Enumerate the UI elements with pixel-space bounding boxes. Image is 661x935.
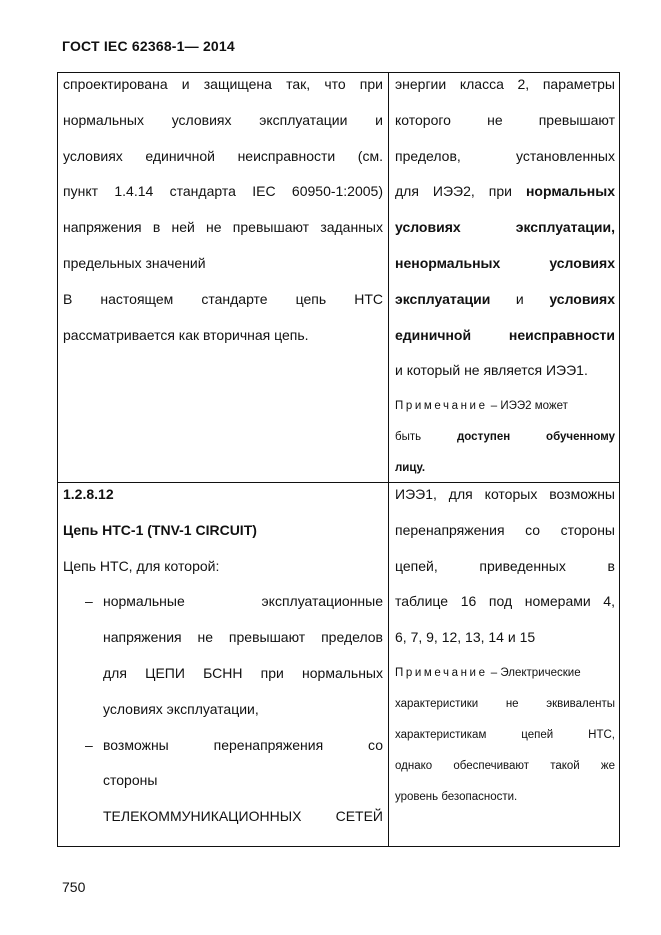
text-line: В настоящем стандарте цепь НТС xyxy=(63,290,383,307)
term-bold: условиях xyxy=(549,290,615,307)
text-line: 6, 7, 9, 12, 13, 14 и 15 xyxy=(395,629,536,646)
term-bold-line: единичной неисправности xyxy=(395,326,615,343)
text-line: цепей, приведенных в xyxy=(395,557,615,574)
text-line xyxy=(395,288,615,324)
document-header: ГОСТ IEC 62368-1— 2014 xyxy=(62,38,235,54)
page-number: 750 xyxy=(62,879,86,895)
note-line xyxy=(395,395,615,426)
text-line: возможны перенапряжения со xyxy=(103,736,383,753)
text-line: предельных значений xyxy=(63,254,206,271)
note-line xyxy=(395,662,615,693)
note-label: Примечание xyxy=(395,666,488,679)
term-bold-line: условиях эксплуатации, xyxy=(395,219,615,236)
text-line: нормальных условиях эксплуатации и xyxy=(63,111,383,128)
text-line: для ЦЕПИ БСНН при нормальных xyxy=(103,664,383,681)
text-run: для ИЭЭ2, при xyxy=(395,183,526,200)
text-line: пределов, установленных xyxy=(395,147,615,164)
clause-intro: Цепь НТС, для которой: xyxy=(63,557,220,574)
text-line: пункт 1.4.14 стандарта IEC 60950-1:2005) xyxy=(63,183,383,200)
note-line: уровень безопасности. xyxy=(395,790,518,803)
note-text: быть xyxy=(395,431,457,444)
column-divider xyxy=(388,73,389,846)
dash-bullet: – xyxy=(85,593,93,610)
dash-bullet: – xyxy=(85,736,93,753)
text-line xyxy=(395,180,615,216)
text-run: и xyxy=(490,290,550,307)
text-line: энергии класса 2, параметры xyxy=(395,76,615,92)
row1-right-cell xyxy=(395,73,615,488)
clause-number: 1.2.8.12 xyxy=(63,486,114,502)
text-line: ТЕЛЕКОММУНИКАЦИОННЫХ СЕТЕЙ xyxy=(103,808,383,825)
text-line: напряжения не превышают пределов xyxy=(103,629,383,646)
text-line: условиях эксплуатации, xyxy=(103,700,259,717)
text-line: рассматривается как вторичная цепь. xyxy=(63,326,309,343)
clause-title: Цепь НТС-1 (TNV-1 CIRCUIT) xyxy=(63,521,257,538)
standard-table xyxy=(57,72,620,847)
text-line: ИЭЭ1, для которых возможны xyxy=(395,486,615,502)
term-bold: нормальных xyxy=(525,183,615,200)
text-line: напряжения в ней не превышают заданных xyxy=(63,219,383,236)
text-line: таблице 16 под номерами 4, xyxy=(395,593,615,610)
term-bold: эксплуатации xyxy=(395,290,491,307)
note-label: Примечание xyxy=(395,400,488,413)
text-line: которого не превышают xyxy=(395,111,615,128)
note-line xyxy=(395,426,615,457)
list-item xyxy=(63,590,383,733)
text-line: спроектирована и защищена так, что при xyxy=(63,76,383,92)
text-line: и который не является ИЭЭ1. xyxy=(395,362,588,379)
term-bold-line: ненормальных условиях xyxy=(395,254,615,271)
list-item xyxy=(63,734,383,841)
row1-left-cell xyxy=(63,73,383,359)
term-bold: доступен обученному xyxy=(457,431,615,444)
note-line: лицу. xyxy=(395,462,426,475)
text-line: перенапряжения со стороны xyxy=(395,521,615,538)
note-line: характеристикам цепей НТС, xyxy=(395,728,615,741)
note-text: – ИЭЭ2 может xyxy=(487,400,568,413)
row2-right-cell xyxy=(395,483,615,817)
note-line: характеристики не эквиваленты xyxy=(395,697,615,710)
text-line: стороны xyxy=(103,772,158,789)
row2-left-cell xyxy=(63,483,383,841)
text-line: нормальные эксплуатационные xyxy=(103,593,383,610)
text-line: условиях единичной неисправности (см. xyxy=(63,147,383,164)
note-text: – Электрические xyxy=(487,666,581,679)
note-line: однако обеспечивают такой же xyxy=(395,759,615,772)
